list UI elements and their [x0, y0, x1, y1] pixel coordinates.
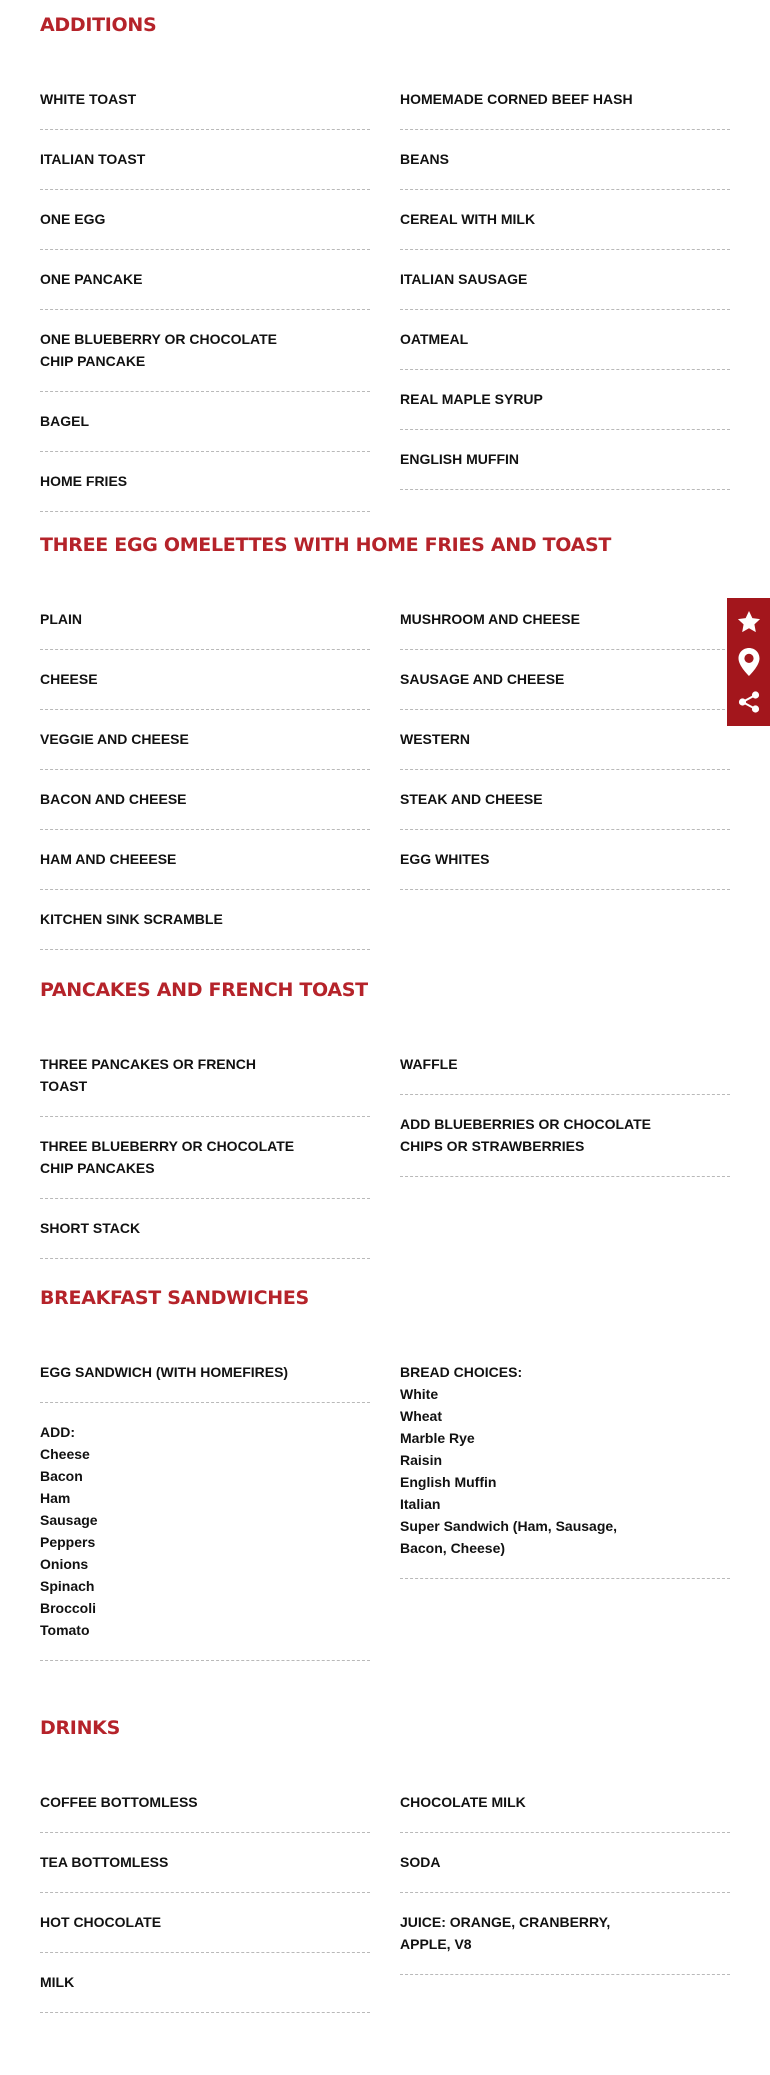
option-item: Wheat — [400, 1408, 442, 1424]
menu-item: SHORT STACK — [40, 1199, 370, 1259]
menu-item: ONE PANCAKE — [40, 250, 370, 310]
option-item: English Muffin — [400, 1474, 497, 1490]
menu-item: CEREAL WITH MILK — [400, 190, 730, 250]
omelettes-left-column — [40, 590, 370, 950]
menu-item: BACON AND CHEESE — [40, 770, 370, 830]
option-item: Broccoli — [40, 1600, 97, 1616]
menu-item: ADD BLUEBERRIES OR CHOCOLATE CHIPS OR STRAWBERRIES — [400, 1095, 730, 1177]
section-additions — [40, 14, 730, 489]
menu-item: REAL MAPLE SYRUP — [400, 370, 730, 430]
location-button[interactable] — [727, 642, 770, 682]
menu-item: HOMEMADE CORNED BEEF HASH — [400, 70, 730, 130]
option-item: Ham — [40, 1490, 71, 1506]
floating-action-bar — [727, 598, 770, 726]
menu-item: THREE PANCAKES OR FRENCH TOAST — [40, 1035, 370, 1117]
menu-item: ENGLISH MUFFIN — [400, 430, 730, 490]
menu-item: ONE EGG — [40, 190, 370, 250]
option-item: Raisin — [400, 1452, 443, 1468]
option-item: Italian — [400, 1496, 441, 1512]
menu-item: MUSHROOM AND CHEESE — [400, 590, 730, 650]
bread-choices-group — [400, 1343, 730, 1579]
section-title: DRINKS — [40, 1717, 120, 1739]
option-item: Onions — [40, 1556, 89, 1572]
share-icon — [737, 690, 761, 714]
menu-item: BEANS — [400, 130, 730, 190]
menu-item: JUICE: ORANGE, CRANBERRY, APPLE, V8 — [400, 1893, 730, 1975]
menu-item: WAFFLE — [400, 1035, 730, 1095]
add-options-group — [40, 1403, 370, 1661]
location-pin-icon — [738, 648, 760, 676]
menu-item: BAGEL — [40, 392, 370, 452]
section-omelettes — [40, 534, 730, 927]
drinks-left-column — [40, 1773, 370, 2013]
omelettes-right-column — [400, 590, 730, 890]
pancakes-right-column — [400, 1035, 730, 1177]
section-title: BREAKFAST SANDWICHES — [40, 1287, 309, 1309]
menu-item: THREE BLUEBERRY OR CHOCOLATE CHIP PANCAKES — [40, 1117, 370, 1199]
menu-item: EGG SANDWICH (WITH HOMEFIRES) — [40, 1343, 370, 1403]
option-item: Super Sandwich (Ham, Sausage, Bacon, Cheese) — [400, 1518, 618, 1556]
menu-item: OATMEAL — [400, 310, 730, 370]
menu-item: CHOCOLATE MILK — [400, 1773, 730, 1833]
group-heading: ADD: — [40, 1424, 75, 1440]
section-pancakes — [40, 979, 730, 1236]
sandwiches-left-column — [40, 1343, 370, 1661]
additions-left-column — [40, 70, 370, 512]
menu-item: SAUSAGE AND CHEESE — [400, 650, 730, 710]
group-heading: BREAD CHOICES: — [400, 1364, 523, 1380]
option-item: Sausage — [40, 1512, 98, 1528]
section-title: THREE EGG OMELETTES WITH HOME FRIES AND TOAST — [40, 534, 612, 556]
additions-right-column — [400, 70, 730, 490]
menu-item: PLAIN — [40, 590, 370, 650]
menu-item: WHITE TOAST — [40, 70, 370, 130]
menu-item: SODA — [400, 1833, 730, 1893]
sandwiches-right-column — [400, 1343, 730, 1579]
menu-item: WESTERN — [400, 710, 730, 770]
menu-item: HAM AND CHEEESE — [40, 830, 370, 890]
section-title: ADDITIONS — [40, 14, 157, 36]
menu-item: ONE BLUEBERRY OR CHOCOLATE CHIP PANCAKE — [40, 310, 370, 392]
option-item: Tomato — [40, 1622, 90, 1638]
menu-item: EGG WHITES — [400, 830, 730, 890]
share-button[interactable] — [727, 682, 770, 722]
menu-item: COFFEE BOTTOMLESS — [40, 1773, 370, 1833]
menu-item: CHEESE — [40, 650, 370, 710]
option-item: Peppers — [40, 1534, 96, 1550]
drinks-right-column — [400, 1773, 730, 1975]
menu-item: KITCHEN SINK SCRAMBLE — [40, 890, 370, 950]
menu-item: TEA BOTTOMLESS — [40, 1833, 370, 1893]
option-item: Bacon — [40, 1468, 83, 1484]
section-breakfast-sandwiches — [40, 1289, 730, 1689]
menu-item: VEGGIE AND CHEESE — [40, 710, 370, 770]
favorite-button[interactable] — [727, 602, 770, 642]
pancakes-left-column — [40, 1035, 370, 1259]
option-item: White — [400, 1386, 439, 1402]
option-item: Spinach — [40, 1578, 95, 1594]
menu-item: HOME FRIES — [40, 452, 370, 512]
menu-item: STEAK AND CHEESE — [400, 770, 730, 830]
option-item: Marble Rye — [400, 1430, 475, 1446]
section-drinks — [40, 1719, 730, 2039]
section-title: PANCAKES AND FRENCH TOAST — [40, 979, 368, 1001]
menu-item: MILK — [40, 1953, 370, 2013]
menu-item: HOT CHOCOLATE — [40, 1893, 370, 1953]
menu-item: ITALIAN TOAST — [40, 130, 370, 190]
star-icon — [736, 609, 762, 635]
menu-item: ITALIAN SAUSAGE — [400, 250, 730, 310]
option-item: Cheese — [40, 1446, 90, 1462]
